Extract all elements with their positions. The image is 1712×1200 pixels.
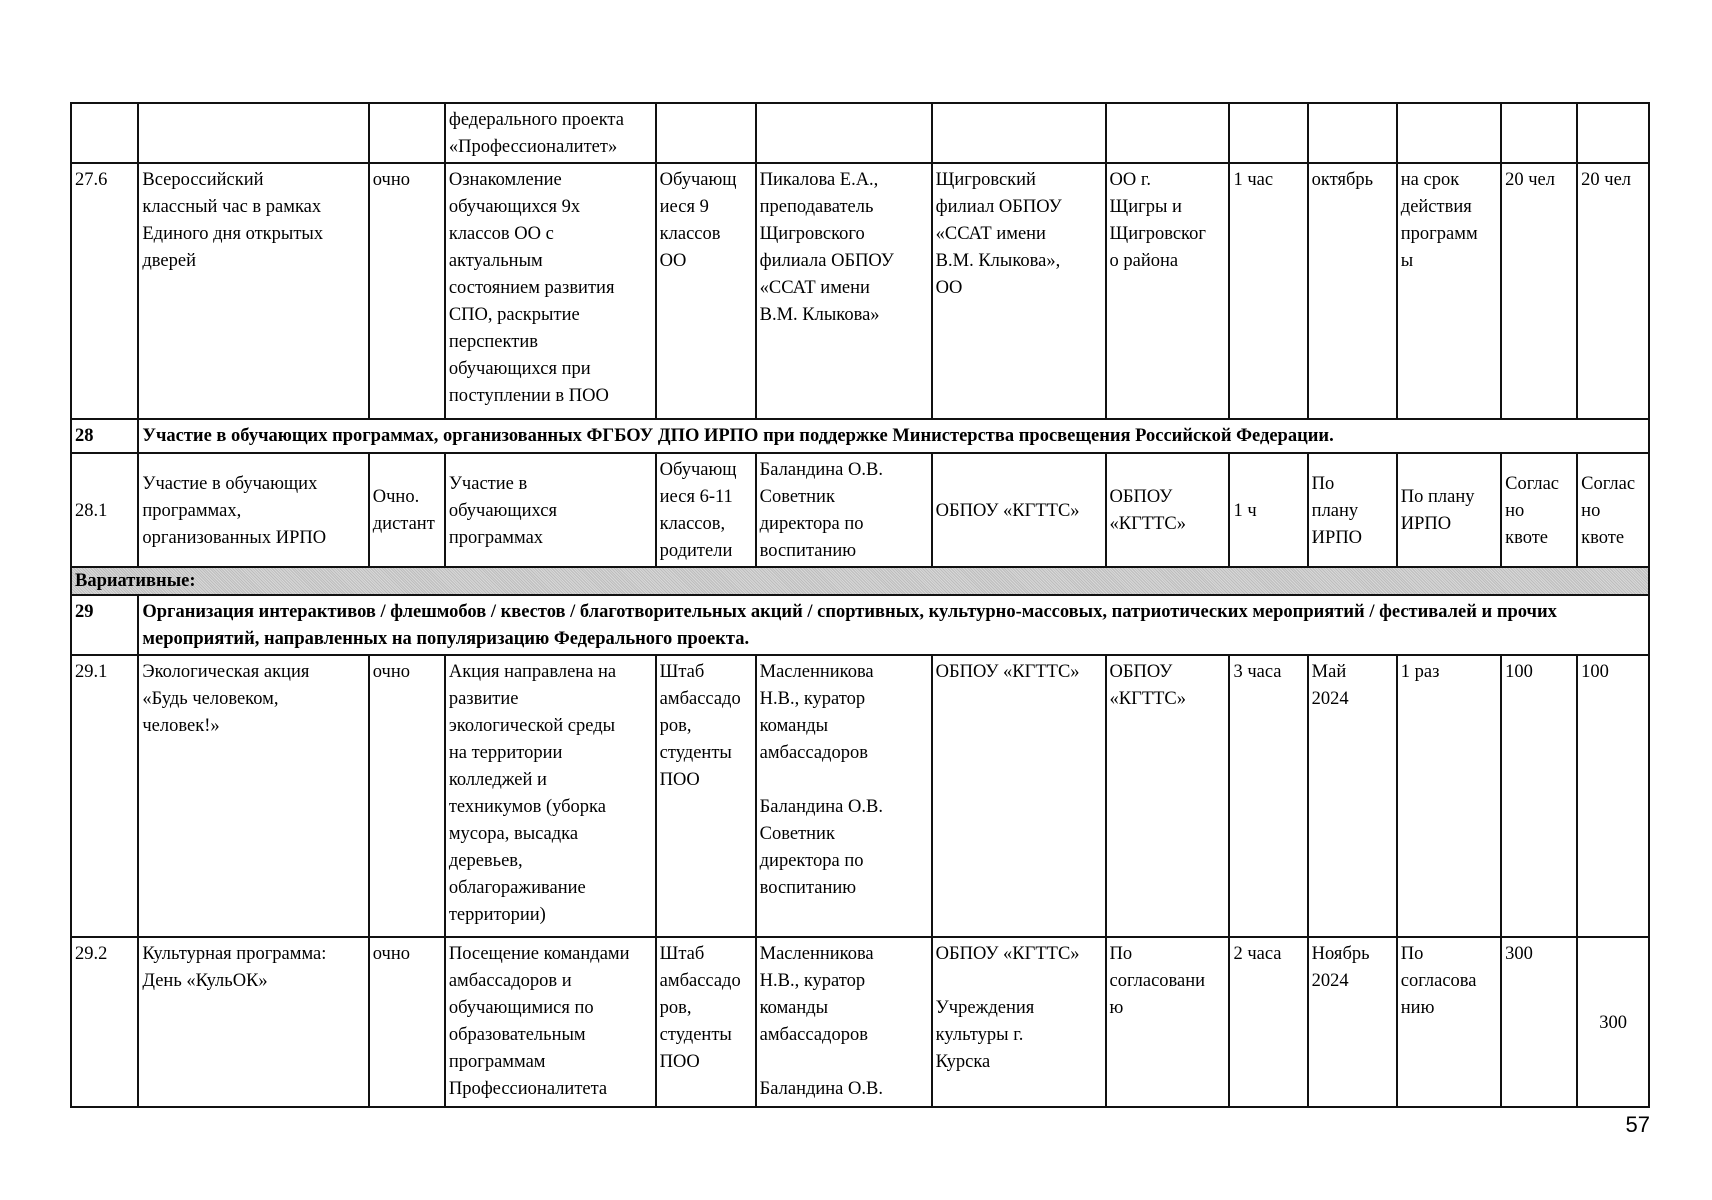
cell-responsible: Баландина О.В. Советник директора по воспитанию [756, 453, 932, 567]
cell-description: Акция направлена на развитие экологической среды на территории колледжей и техникумов (уборка мусора, высадка деревьев, облагораживание территории) [445, 655, 656, 937]
cell-count-2: Соглас но квоте [1577, 453, 1649, 567]
cell-duration: 3 часа [1229, 655, 1307, 937]
cell-date [1308, 103, 1397, 163]
cell-organization: Щигровский филиал ОБПОУ «ССАТ имени В.М. Клыкова», ОО [932, 163, 1106, 419]
cell-frequency: По плану ИРПО [1397, 453, 1501, 567]
cell-audience: Штаб амбассадо ров, студенты ПОО [656, 937, 756, 1107]
cell-name: Участие в обучающих программах, организованных ИРПО [138, 453, 368, 567]
variative-label: Вариативные: [71, 567, 1649, 595]
cell-frequency: на срок действия программ ы [1397, 163, 1501, 419]
cell-audience: Обучающ иеся 9 классов ОО [656, 163, 756, 419]
cell-frequency: 1 раз [1397, 655, 1501, 937]
cell-audience: Штаб амбассадо ров, студенты ПОО [656, 655, 756, 937]
cell-duration: 2 часа [1229, 937, 1307, 1107]
cell-audience [656, 103, 756, 163]
table-row-29-2 [71, 937, 1649, 1107]
cell-count-1: 300 [1501, 937, 1577, 1107]
cell-frequency [1397, 103, 1501, 163]
section-row-29 [71, 595, 1649, 655]
cell-form: Очно. дистант [369, 453, 445, 567]
cell-place [1106, 103, 1230, 163]
cell-responsible [756, 103, 932, 163]
activity-plan-table [70, 102, 1650, 1108]
cell-num [71, 103, 138, 163]
cell-count-2: 20 чел [1577, 163, 1649, 419]
cell-organization [932, 103, 1106, 163]
cell-responsible: Пикалова Е.А., преподаватель Щигровского филиала ОБПОУ «ССАТ имени В.М. Клыкова» [756, 163, 932, 419]
cell-date: Ноябрь 2024 [1308, 937, 1397, 1107]
table-row-29-1 [71, 655, 1649, 937]
cell-count-1 [1501, 103, 1577, 163]
cell-frequency: По согласова нию [1397, 937, 1501, 1107]
cell-duration: 1 ч [1229, 453, 1307, 567]
cell-place: ОБПОУ «КГТТС» [1106, 655, 1230, 937]
section-num: 29 [71, 595, 138, 655]
table-row-27-6 [71, 163, 1649, 419]
table-row-continuation [71, 103, 1649, 163]
cell-form: очно [369, 937, 445, 1107]
cell-organization: ОБПОУ «КГТТС» Учреждения культуры г. Курска [932, 937, 1106, 1107]
cell-duration: 1 час [1229, 163, 1307, 419]
cell-name: Всероссийский классный час в рамках Единого дня открытых дверей [138, 163, 368, 419]
cell-name: Экологическая акция «Будь человеком, человек!» [138, 655, 368, 937]
cell-organization: ОБПОУ «КГТТС» [932, 655, 1106, 937]
cell-count-1: Соглас но квоте [1501, 453, 1577, 567]
cell-count-2: 300 [1577, 937, 1649, 1107]
cell-form [369, 103, 445, 163]
cell-count-1: 100 [1501, 655, 1577, 937]
cell-duration [1229, 103, 1307, 163]
cell-num: 29.1 [71, 655, 138, 937]
cell-form: очно [369, 655, 445, 937]
variative-row [71, 567, 1649, 595]
cell-place: ОО г. Щигры и Щигровског о района [1106, 163, 1230, 419]
cell-description: Ознакомление обучающихся 9х классов ОО с актуальным состоянием развития СПО, раскрытие перспектив обучающихся при поступлении в ПОО [445, 163, 656, 419]
cell-count-2: 100 [1577, 655, 1649, 937]
cell-description: федерального проекта «Профессионалитет» [445, 103, 656, 163]
table-row-28-1 [71, 453, 1649, 567]
cell-organization: ОБПОУ «КГТТС» [932, 453, 1106, 567]
cell-name [138, 103, 368, 163]
cell-count-1: 20 чел [1501, 163, 1577, 419]
cell-form: очно [369, 163, 445, 419]
cell-num: 27.6 [71, 163, 138, 419]
cell-date: октябрь [1308, 163, 1397, 419]
cell-description: Посещение командами амбассадоров и обучающимися по образовательным программам Профессионалитета [445, 937, 656, 1107]
cell-date: По плану ИРПО [1308, 453, 1397, 567]
section-num: 28 [71, 419, 138, 453]
cell-responsible: Масленникова Н.В., куратор команды амбассадоров Баландина О.В. Советник директора по воспитанию [756, 655, 932, 937]
cell-name: Культурная программа: День «КульОК» [138, 937, 368, 1107]
cell-audience: Обучающ иеся 6-11 классов, родители [656, 453, 756, 567]
section-title: Участие в обучающих программах, организованных ФГБОУ ДПО ИРПО при поддержке Министерства просвещения Российской Федерации. [138, 419, 1649, 453]
section-row-28 [71, 419, 1649, 453]
section-title: Организация интерактивов / флешмобов / квестов / благотворительных акций / спортивных, культурно-массовых, патриотических мероприятий / фестивалей и прочих мероприятий, направленных на популяризацию Федерального проекта. [138, 595, 1649, 655]
cell-num: 29.2 [71, 937, 138, 1107]
cell-date: Май 2024 [1308, 655, 1397, 937]
cell-num: 28.1 [71, 453, 138, 567]
cell-description: Участие в обучающихся программах [445, 453, 656, 567]
cell-place: ОБПОУ «КГТТС» [1106, 453, 1230, 567]
cell-responsible: Масленникова Н.В., куратор команды амбассадоров Баландина О.В. [756, 937, 932, 1107]
cell-place: По согласовани ю [1106, 937, 1230, 1107]
cell-count-2 [1577, 103, 1649, 163]
page-number: 57 [1625, 1112, 1650, 1137]
